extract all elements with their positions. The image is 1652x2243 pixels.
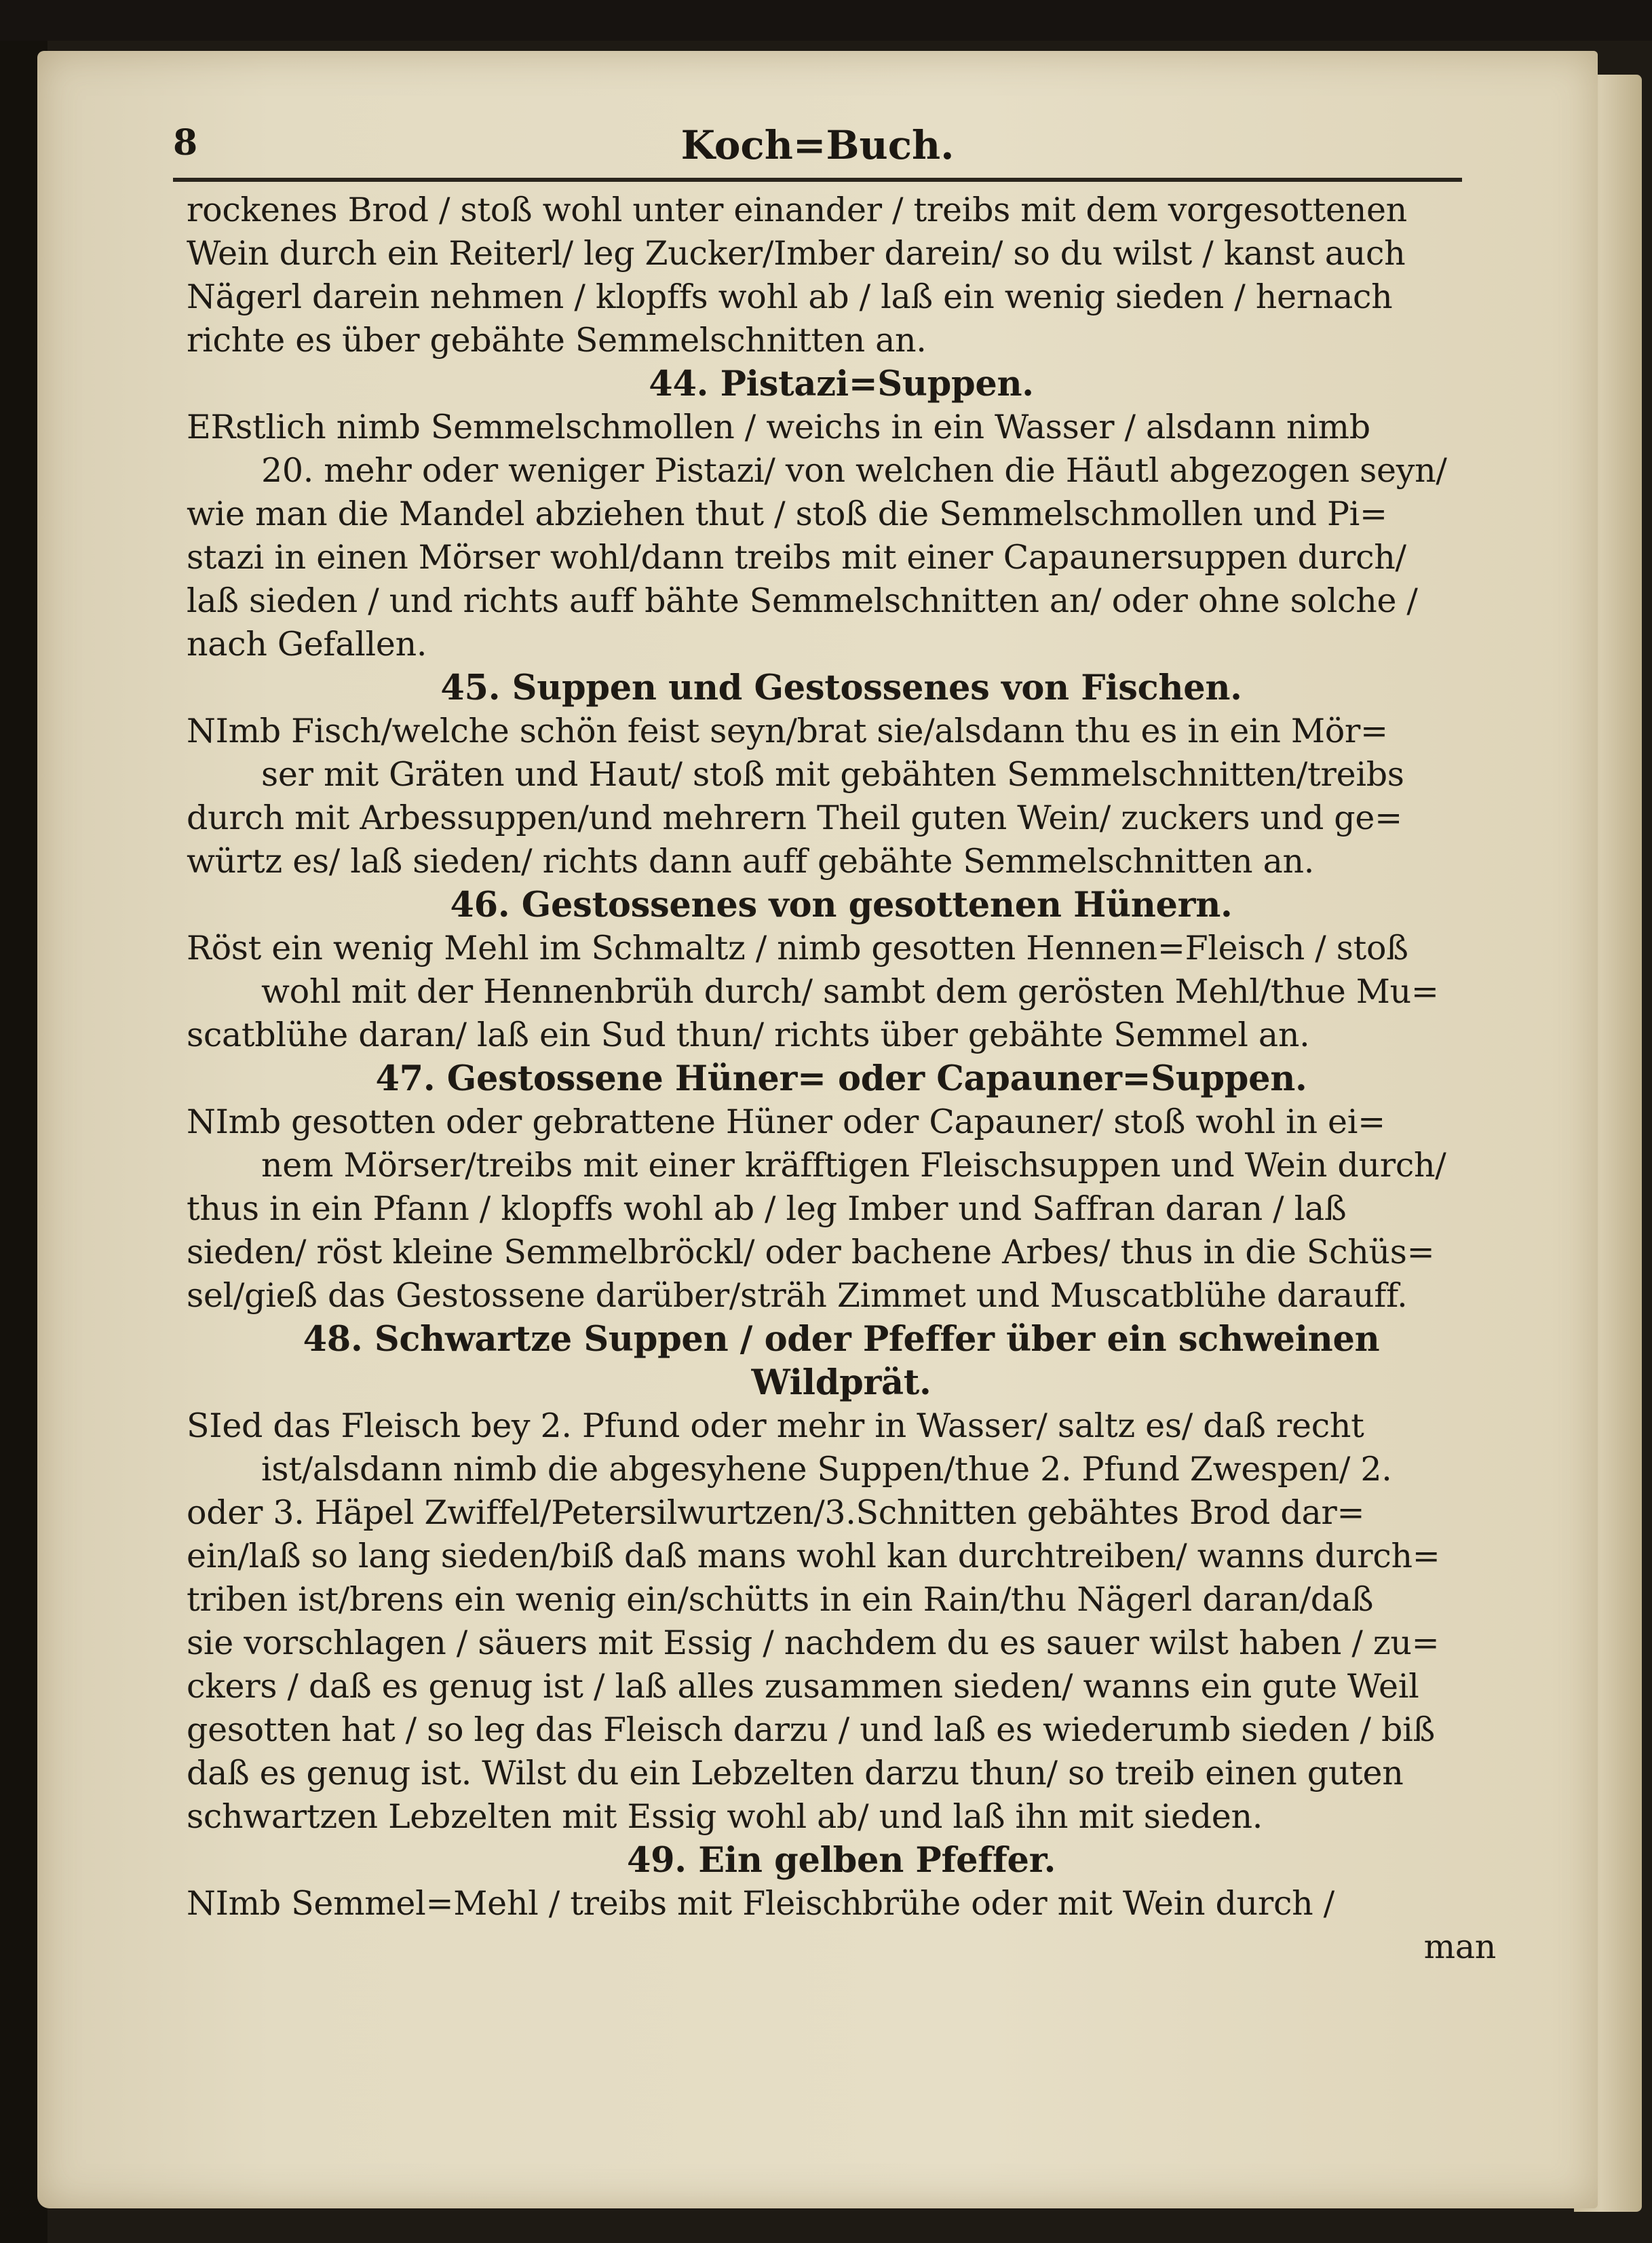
text-line: nem Mörser/treibs mit einer kräfftigen Fleischsuppen und Wein durch/ — [261, 1146, 1446, 1185]
text-line: stazi in einen Mörser wohl/dann treibs mit einer Capaunersuppen durch/ — [187, 538, 1406, 577]
recipe-heading: 47. Gestossene Hüner= oder Capauner=Suppen. — [375, 1058, 1307, 1099]
text-line: daß es genug ist. Wilst du ein Lebzelten darzu thun/ so treib einen guten — [187, 1754, 1404, 1793]
recipe-heading: 45. Suppen und Gestossenes von Fischen. — [440, 668, 1242, 708]
text-line: triben ist/brens ein wenig ein/schütts in ein Rain/thu Nägerl daran/daß — [187, 1580, 1374, 1619]
header-rule — [173, 178, 1462, 182]
recipe-heading: 49. Ein gelben Pfeffer. — [626, 1840, 1056, 1881]
text-line: wie man die Mandel abziehen thut / stoß die Semmelschmollen und Pi= — [187, 495, 1387, 533]
recipe-heading: 46. Gestossenes von gesottenen Hünern. — [450, 885, 1233, 925]
text-line-initial: SIed das Fleisch bey 2. Pfund oder mehr in Wasser/ saltz es/ daß recht — [187, 1406, 1364, 1445]
text-line: würtz es/ laß sieden/ richts dann auff gebähte Semmelschnitten an. — [187, 842, 1315, 881]
text-line: Wein durch ein Reiterl/ leg Zucker/Imber darein/ so du wilst / kanst auch — [187, 234, 1406, 273]
text-line-initial: Röst ein wenig Mehl im Schmaltz / nimb gesotten Hennen=Fleisch / stoß — [187, 929, 1408, 967]
text-line: nach Gefallen. — [187, 625, 427, 664]
recipe-heading: Wildprät. — [751, 1362, 931, 1403]
text-line: sel/gieß das Gestossene darüber/sträh Zimmet und Muscatblühe darauff. — [187, 1276, 1408, 1315]
text-line: Nägerl darein nehmen / klopffs wohl ab / laß ein wenig sieden / hernach — [187, 277, 1393, 316]
text-line: oder 3. Häpel Zwiffel/Petersilwurtzen/3.Schnitten gebähtes Brod dar= — [187, 1493, 1365, 1532]
scan-background-top — [0, 0, 1652, 41]
text-line: sie vorschlagen / säuers mit Essig / nachdem du es sauer wilst haben / zu= — [187, 1624, 1440, 1662]
text-line: richte es über gebähte Semmelschnitten an. — [187, 321, 927, 360]
text-line: ein/laß so lang sieden/biß daß mans wohl kan durchtreiben/ wanns durch= — [187, 1537, 1440, 1575]
text-line: rockenes Brod / stoß wohl unter einander / treibs mit dem vorgesottenen — [187, 191, 1407, 229]
text-line: wohl mit der Hennenbrüh durch/ sambt dem gerösten Mehl/thue Mu= — [261, 972, 1439, 1011]
text-line: sieden/ röst kleine Semmelbröckl/ oder bachene Arbes/ thus in die Schüs= — [187, 1233, 1435, 1271]
text-line: laß sieden / und richts auff bähte Semmelschnitten an/ oder ohne solche / — [187, 581, 1418, 620]
text-line: thus in ein Pfann / klopffs wohl ab / leg Imber und Saffran daran / laß — [187, 1189, 1347, 1228]
recipe-heading: 48. Schwartze Suppen / oder Pfeffer über ein schweinen — [303, 1319, 1380, 1360]
running-title: Koch=Buch. — [680, 122, 955, 168]
text-line-initial: NImb Fisch/welche schön feist seyn/brat sie/alsdann thu es in ein Mör= — [187, 712, 1388, 750]
text-line: ckers / daß es genug ist / laß alles zusammen sieden/ wanns ein gute Weil — [187, 1667, 1419, 1706]
page-number: 8 — [173, 122, 198, 164]
text-line: 20. mehr oder weniger Pistazi/ von welchen die Häutl abgezogen seyn/ — [261, 451, 1447, 490]
text-line: durch mit Arbessuppen/und mehrern Theil guten Wein/ zuckers und ge= — [187, 799, 1402, 837]
text-line: scatblühe daran/ laß ein Sud thun/ richts über gebähte Semmel an. — [187, 1016, 1310, 1054]
running-head — [173, 122, 1462, 176]
text-line: schwartzen Lebzelten mit Essig wohl ab/ und laß ihn mit sieden. — [187, 1797, 1263, 1836]
body-text — [187, 189, 1496, 1969]
text-line-initial: NImb Semmel=Mehl / treibs mit Fleischbrühe oder mit Wein durch / — [187, 1884, 1334, 1923]
text-line-initial: NImb gesotten oder gebrattene Hüner oder Capauner/ stoß wohl in ei= — [187, 1103, 1385, 1141]
recipe-heading: 44. Pistazi=Suppen. — [649, 364, 1034, 404]
catchword: man — [1423, 1928, 1496, 1966]
text-line: gesotten hat / so leg das Fleisch darzu / und laß es wiederumb sieden / biß — [187, 1710, 1435, 1749]
text-line: ser mit Gräten und Haut/ stoß mit gebähten Semmelschnitten/treibs — [261, 755, 1404, 794]
text-line-initial: ERstlich nimb Semmelschmollen / weichs in ein Wasser / alsdann nimb — [187, 408, 1370, 446]
text-line: ist/alsdann nimb die abgesyhene Suppen/thue 2. Pfund Zwespen/ 2. — [261, 1450, 1392, 1489]
